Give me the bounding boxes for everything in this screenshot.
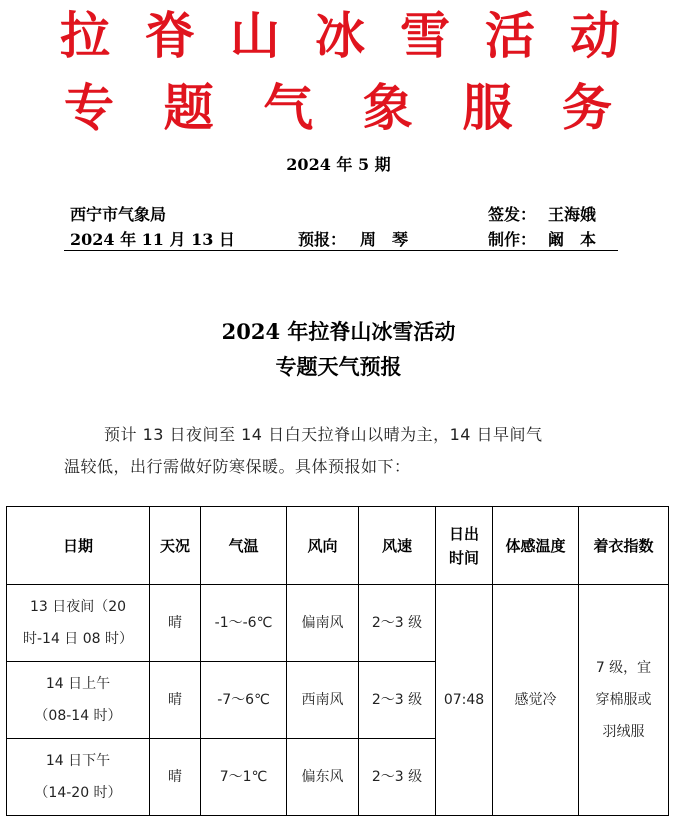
approve-label: 签发： — [488, 205, 537, 224]
masthead-char: 冰 — [315, 6, 365, 65]
date-part: 14 日上午 — [45, 676, 111, 692]
col-header-feels-like: 体感温度 — [493, 507, 579, 585]
masthead-char: 活 — [485, 6, 535, 65]
cell-wind-dir: 偏东风 — [287, 739, 359, 816]
col-header-temp: 气温 — [201, 507, 287, 585]
masthead-char: 服 — [462, 78, 513, 137]
masthead-char: 气 — [263, 78, 314, 137]
masthead-char: 动 — [570, 6, 620, 65]
cell-temp: -7～6℃ — [201, 662, 287, 739]
cell-temp: -1～-6℃ — [201, 585, 287, 662]
forecaster-name: 周 琴 — [360, 230, 409, 249]
org-name: 西宁市气象局 — [70, 205, 167, 224]
masthead-title-line2 — [64, 78, 612, 138]
cell-sky: 晴 — [150, 739, 201, 816]
col-header-clothing: 着衣指数 — [579, 507, 669, 585]
masthead-char: 山 — [230, 6, 280, 65]
issue-number: 2024 年 5 期 — [286, 155, 391, 174]
clothing-line: 羽绒服 — [602, 724, 645, 740]
doc-title-line2: 专题天气预报 — [275, 354, 402, 379]
intro-line2: 温较低，出行需做好防寒保暖。具体预报如下： — [64, 457, 411, 476]
date-part: 14 日下午 — [45, 753, 111, 769]
maker-name: 阚 本 — [548, 230, 597, 249]
issue-date: 2024 年 11 月 13 日 — [70, 230, 235, 249]
cell-sky: 晴 — [150, 585, 201, 662]
intro-line1: 预计 13 日夜间至 14 日白天拉脊山以晴为主，14 日早间气 — [104, 425, 543, 444]
col-header-sunrise: 日出 时间 — [436, 507, 493, 585]
cell-date — [7, 662, 150, 739]
doc-title-line1: 2024 年拉脊山冰雪活动 — [221, 319, 456, 344]
masthead-char: 象 — [362, 78, 413, 137]
col-header-wind-speed: 风速 — [359, 507, 436, 585]
masthead-char: 雪 — [400, 6, 450, 65]
masthead-char: 脊 — [145, 6, 195, 65]
cell-temp: 7～1℃ — [201, 739, 287, 816]
masthead-char: 务 — [561, 78, 612, 137]
cell-feels-like: 感觉冷 — [493, 585, 579, 816]
cell-clothing — [579, 585, 669, 816]
table-row — [7, 585, 669, 662]
cell-sunrise: 07:48 — [436, 585, 493, 816]
col-header-date: 日期 — [7, 507, 150, 585]
cell-wind-speed: 2～3 级 — [359, 585, 436, 662]
forecaster-label: 预报： — [298, 230, 347, 249]
date-part: （14-20 时） — [34, 785, 122, 801]
date-part: 13 日夜间（20 — [29, 599, 127, 615]
cell-date — [7, 739, 150, 816]
meta-row-2 — [70, 227, 615, 249]
cell-wind-speed: 2～3 级 — [359, 739, 436, 816]
masthead-char: 专 — [64, 78, 114, 137]
header-divider — [64, 250, 618, 251]
masthead-char: 拉 — [60, 6, 110, 65]
col-header-wind-dir: 风向 — [287, 507, 359, 585]
date-part: 时-14 日 08 时） — [22, 631, 134, 647]
cell-sky: 晴 — [150, 662, 201, 739]
col-header-sky: 天况 — [150, 507, 201, 585]
approve-name: 王海娥 — [548, 205, 597, 224]
cell-wind-speed: 2～3 级 — [359, 662, 436, 739]
clothing-line: 7 级，宜 — [595, 660, 652, 676]
forecast-table — [6, 506, 669, 816]
masthead-title-line1 — [60, 6, 620, 66]
meta-row-1 — [70, 202, 615, 224]
cell-wind-dir: 西南风 — [287, 662, 359, 739]
table-header-row — [7, 507, 669, 585]
cell-wind-dir: 偏南风 — [287, 585, 359, 662]
cell-date — [7, 585, 150, 662]
date-part: （08-14 时） — [34, 708, 122, 724]
clothing-line: 穿棉服或 — [595, 692, 652, 708]
maker-label: 制作： — [488, 230, 537, 249]
masthead-char: 题 — [163, 78, 214, 137]
